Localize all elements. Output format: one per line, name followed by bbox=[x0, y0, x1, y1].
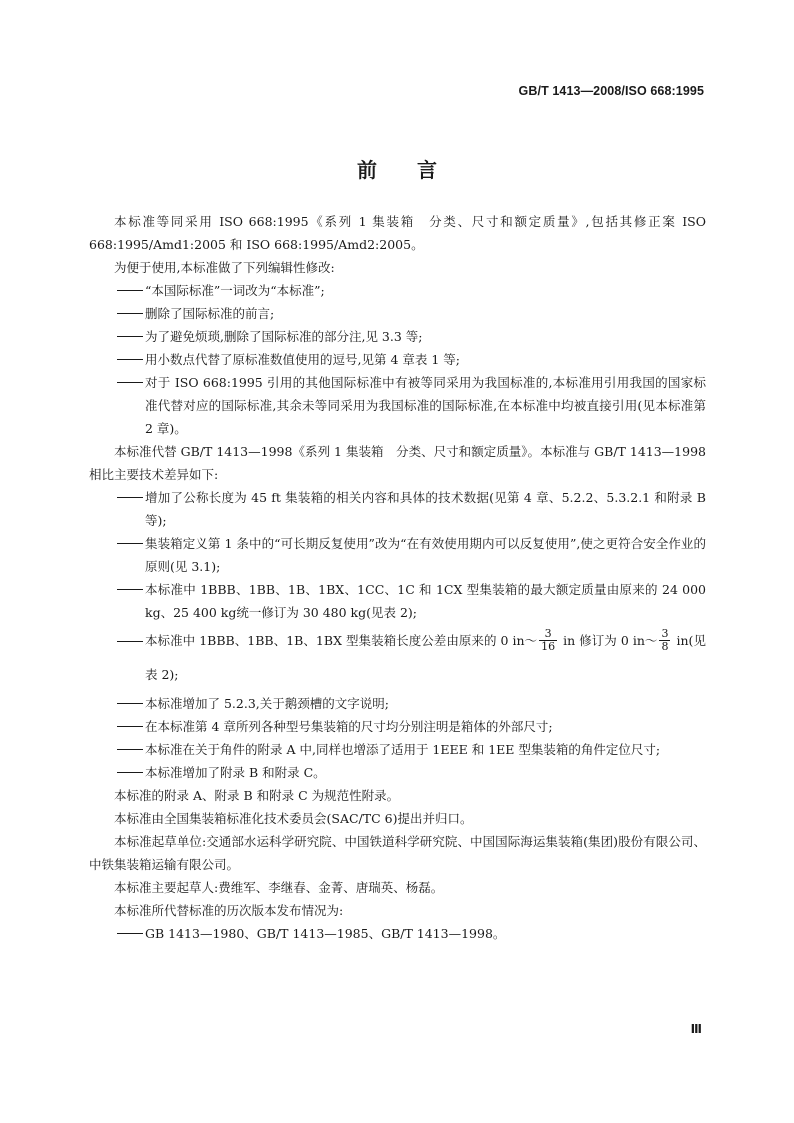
list-item: 本标准增加了附录 B 和附录 C。 bbox=[145, 765, 326, 780]
paragraph-drafting-units: 本标准起草单位:交通部水运科学研究院、中国铁道科学研究院、中国国际海运集装箱(集团)股份有限公司、中铁集装箱运输有限公司。 bbox=[89, 834, 706, 872]
standard-code: GB/T 1413—2008/ISO 668:1995 bbox=[518, 84, 704, 98]
list-item: 本标准增加了 5.2.3,关于鹅颈槽的文字说明; bbox=[145, 696, 389, 711]
paragraph-replacement: 本标准代替 GB/T 1413—1998《系列 1 集装箱 分类、尺寸和额定质量》。本标准与 GB/T 1413—1998 相比主要技术差异如下: bbox=[89, 444, 706, 482]
list-item: 对于 ISO 668:1995 引用的其他国际标准中有被等同采用为我国标准的,本标准用引用我国的国家标准代替对应的国际标准,其余未等同采用为我国标准的国际标准,在本标准中均被直接引用(见本标准第 2 章)。 bbox=[145, 375, 706, 436]
list-item: 本标准中 1BBB、1BB、1B、1BX、1CC、1C 和 1CX 型集装箱的最大额定质量由原来的 24 000 kg、25 400 kg统一修订为 30 480 kg(见表 2); bbox=[145, 582, 706, 620]
paragraph-annexes: 本标准的附录 A、附录 B 和附录 C 为规范性附录。 bbox=[114, 788, 400, 803]
paragraph-adoption: 本标准等同采用 ISO 668:1995《系列 1 集装箱 分类、尺寸和额定质量》,包括其修正案 ISO 668:1995/Amd1:2005 和 ISO 668:1995/Amd2:2005。 bbox=[89, 214, 706, 252]
paragraph-drafters: 本标准主要起草人:费维军、李继春、金菁、唐瑞英、杨磊。 bbox=[114, 880, 444, 895]
paragraph-proposer: 本标准由全国集装箱标准化技术委员会(SAC/TC 6)提出并归口。 bbox=[114, 811, 473, 826]
list-item: 本标准在关于角件的附录 A 中,同样也增添了适用于 1EEE 和 1EE 型集装箱的角件定位尺寸; bbox=[145, 742, 661, 757]
page-title: 前言 bbox=[357, 158, 477, 182]
list-item: 为了避免烦琐,删除了国际标准的部分注,见 3.3 等; bbox=[145, 329, 423, 344]
paragraph-history-intro: 本标准所代替标准的历次版本发布情况为: bbox=[114, 903, 344, 918]
page-number: Ⅲ bbox=[690, 1022, 702, 1036]
list-item: GB 1413—1980、GB/T 1413—1985、GB/T 1413—1998。 bbox=[145, 926, 506, 941]
fraction-3-8: $\frac{3}{8}$ bbox=[661, 627, 669, 653]
list-item: 集装箱定义第 1 条中的“可长期反复使用”改为“在有效使用期内可以反复使用”,使之更符合安全作业的原则(见 3.1); bbox=[145, 536, 706, 574]
list-item: “本国际标准”一词改为“本标准”; bbox=[145, 283, 325, 298]
fraction-3-16: $\frac{3}{16}$ bbox=[541, 627, 556, 653]
paragraph-editorial-intro: 为便于使用,本标准做了下列编辑性修改: bbox=[114, 260, 335, 275]
list-item: 增加了公称长度为 45 ft 集装箱的相关内容和具体的技术数据(见第 4 章、5.2.2、5.3.2.1 和附录 B 等); bbox=[145, 490, 706, 528]
list-item: 删除了国际标准的前言; bbox=[145, 306, 275, 321]
list-item-tolerance: 本标准中 1BBB、1BB、1B、1BX 型集装箱长度公差由原来的 0 in～ $\frac{3}{16}$ in 修订为 0 in～ $\frac{3}{8}$ in(见表 2); bbox=[145, 627, 706, 682]
list-item: 用小数点代替了原标准数值使用的逗号,见第 4 章表 1 等; bbox=[145, 352, 460, 367]
document-body bbox=[89, 210, 706, 945]
list-item: 在本标准第 4 章所列各种型号集装箱的尺寸均分别注明是箱体的外部尺寸; bbox=[145, 719, 553, 734]
